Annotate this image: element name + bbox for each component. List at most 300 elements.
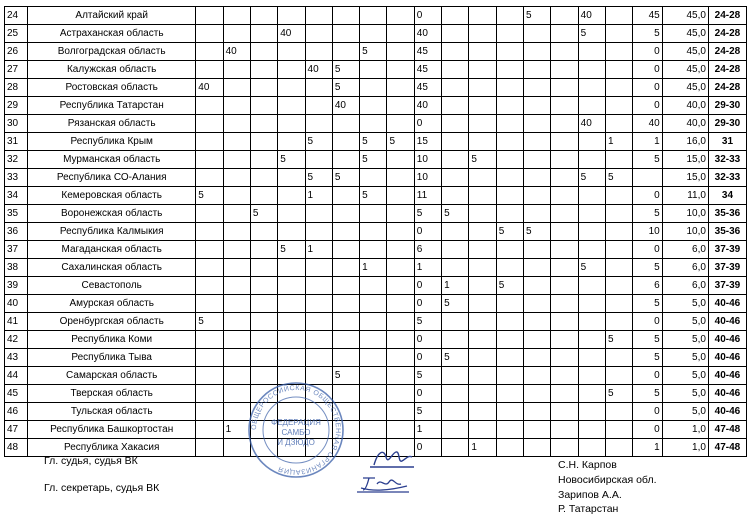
row-number: 26 [5,43,28,61]
points-cell [524,439,551,457]
place-cell: 24-28 [708,61,746,79]
points-cell [387,43,414,61]
points-cell [524,313,551,331]
subtotal-cell: 10 [414,169,441,187]
place-cell: 24-28 [708,43,746,61]
points-cell: 1 [360,259,387,277]
total-score-cell: 45,0 [662,25,708,43]
points-cell [196,151,223,169]
region-name: Республика СО-Алания [28,169,196,187]
region-name: Оренбургская область [28,313,196,331]
points-cell [578,133,605,151]
points-cell [278,79,305,97]
points-cell [496,349,523,367]
judge-signature [368,447,416,471]
points-cell [278,133,305,151]
points-cell [442,169,469,187]
points-cell [469,61,496,79]
table-row [5,313,747,331]
row-number: 45 [5,385,28,403]
bonus-cell: 5 [633,349,662,367]
points-cell [469,133,496,151]
region-name: Республика Тыва [28,349,196,367]
points-cell [496,259,523,277]
points-cell: 5 [332,61,359,79]
table-row [5,115,747,133]
points-cell: 5 [442,205,469,223]
points-cell [551,115,578,133]
points-cell [387,7,414,25]
subtotal-cell: 5 [414,403,441,421]
points-cell [250,349,277,367]
points-cell [442,421,469,439]
points-cell [524,421,551,439]
place-cell: 37-39 [708,277,746,295]
points-cell [605,223,632,241]
points-cell: 5 [578,169,605,187]
row-number: 34 [5,187,28,205]
points-cell [605,61,632,79]
bonus-cell: 5 [633,151,662,169]
points-cell [469,403,496,421]
points-cell [469,241,496,259]
points-cell [496,151,523,169]
points-cell: 5 [496,223,523,241]
bonus-cell: 10 [633,223,662,241]
points-cell [196,403,223,421]
place-cell: 37-39 [708,259,746,277]
points-cell [223,169,250,187]
points-cell [605,79,632,97]
points-cell [605,151,632,169]
points-cell [551,169,578,187]
points-cell [196,25,223,43]
points-cell [223,187,250,205]
table-row [5,187,747,205]
table-row [5,349,747,367]
subtotal-cell: 0 [414,331,441,349]
results-table [4,6,747,457]
points-cell [524,133,551,151]
points-cell [551,367,578,385]
table-row [5,223,747,241]
points-cell [578,439,605,457]
points-cell [605,403,632,421]
region-name: Тульская область [28,403,196,421]
place-cell: 47-48 [708,421,746,439]
points-cell [196,43,223,61]
bonus-cell: 0 [633,187,662,205]
points-cell [278,97,305,115]
table-row [5,331,747,349]
points-cell [360,97,387,115]
table-row [5,133,747,151]
table-row [5,421,747,439]
points-cell [442,115,469,133]
points-cell [605,97,632,115]
stamp-line-2: САМБО [281,428,311,437]
points-cell [578,313,605,331]
points-cell [332,259,359,277]
place-cell: 24-28 [708,79,746,97]
points-cell [469,313,496,331]
results-body [5,7,747,457]
row-number: 46 [5,403,28,421]
row-number: 29 [5,97,28,115]
region-name: Амурская область [28,295,196,313]
points-cell [605,205,632,223]
subtotal-cell: 11 [414,187,441,205]
bonus-cell: 5 [633,385,662,403]
points-cell [196,295,223,313]
stamp-line-3: И ДЗЮДО [277,438,315,447]
points-cell [223,97,250,115]
points-cell [360,205,387,223]
total-score-cell: 40,0 [662,97,708,115]
points-cell [387,259,414,277]
points-cell [223,313,250,331]
bonus-cell: 0 [633,61,662,79]
points-cell [305,25,332,43]
points-cell [551,349,578,367]
points-cell [360,79,387,97]
table-row [5,295,747,313]
points-cell [578,79,605,97]
total-score-cell: 6,0 [662,241,708,259]
region-name: Республика Хакасия [28,439,196,457]
points-cell [223,259,250,277]
table-row [5,151,747,169]
points-cell: 5 [578,259,605,277]
points-cell [578,223,605,241]
points-cell: 5 [496,277,523,295]
points-cell [387,169,414,187]
points-cell: 5 [442,349,469,367]
points-cell [250,169,277,187]
row-number: 28 [5,79,28,97]
points-cell [332,25,359,43]
points-cell [332,313,359,331]
points-cell [250,115,277,133]
total-score-cell: 40,0 [662,115,708,133]
points-cell [196,115,223,133]
row-number: 24 [5,7,28,25]
points-cell [278,223,305,241]
points-cell: 40 [305,61,332,79]
place-cell: 34 [708,187,746,205]
secretary-region: Р. Татарстан [558,503,619,515]
points-cell: 5 [605,385,632,403]
bonus-cell: 5 [633,295,662,313]
points-cell [469,79,496,97]
table-row [5,241,747,259]
points-cell: 40 [196,79,223,97]
place-cell: 32-33 [708,151,746,169]
points-cell [305,97,332,115]
place-cell: 40-46 [708,385,746,403]
points-cell [278,313,305,331]
points-cell [524,25,551,43]
points-cell [305,277,332,295]
points-cell [605,313,632,331]
points-cell [496,7,523,25]
points-cell [223,241,250,259]
points-cell [387,385,414,403]
points-cell: 5 [332,79,359,97]
points-cell [442,43,469,61]
points-cell [387,331,414,349]
points-cell [360,223,387,241]
points-cell [551,187,578,205]
place-cell: 35-36 [708,205,746,223]
points-cell [278,187,305,205]
points-cell: 5 [387,133,414,151]
place-cell: 40-46 [708,313,746,331]
total-score-cell: 45,0 [662,7,708,25]
points-cell [496,25,523,43]
bonus-cell: 1 [633,133,662,151]
points-cell [605,187,632,205]
points-cell: 5 [250,205,277,223]
points-cell [524,241,551,259]
region-name: Алтайский край [28,7,196,25]
bonus-cell: 0 [633,241,662,259]
points-cell: 5 [360,151,387,169]
points-cell [223,295,250,313]
region-name: Сахалинская область [28,259,196,277]
points-cell [196,421,223,439]
table-row [5,7,747,25]
points-cell [605,277,632,295]
bonus-cell: 0 [633,97,662,115]
judge-region: Новосибирская обл. [558,474,657,486]
points-cell [250,151,277,169]
total-score-cell: 45,0 [662,61,708,79]
points-cell [196,385,223,403]
points-cell [250,313,277,331]
points-cell [524,367,551,385]
region-name: Севастополь [28,277,196,295]
points-cell [578,277,605,295]
points-cell [387,403,414,421]
place-cell: 32-33 [708,169,746,187]
points-cell [332,151,359,169]
points-cell [605,349,632,367]
points-cell [442,259,469,277]
points-cell [578,331,605,349]
place-cell: 37-39 [708,241,746,259]
points-cell [305,223,332,241]
subtotal-cell: 0 [414,7,441,25]
points-cell [387,277,414,295]
region-name: Магаданская область [28,241,196,259]
total-score-cell: 6,0 [662,259,708,277]
bonus-cell: 5 [633,259,662,277]
points-cell [332,295,359,313]
bonus-cell [633,169,662,187]
points-cell [551,403,578,421]
row-number: 39 [5,277,28,295]
points-cell [305,43,332,61]
points-cell [223,205,250,223]
points-cell [360,349,387,367]
points-cell: 40 [578,115,605,133]
points-cell [578,61,605,79]
points-cell [305,349,332,367]
row-number: 47 [5,421,28,439]
points-cell [305,7,332,25]
points-cell [469,385,496,403]
total-score-cell: 5,0 [662,403,708,421]
points-cell [442,403,469,421]
points-cell [496,385,523,403]
points-cell [496,169,523,187]
points-cell [250,79,277,97]
points-cell [278,349,305,367]
points-cell [387,241,414,259]
secretary-signature [355,472,411,494]
points-cell [360,25,387,43]
points-cell [196,133,223,151]
points-cell [605,43,632,61]
points-cell [496,79,523,97]
table-row [5,367,747,385]
points-cell: 5 [196,313,223,331]
points-cell [469,223,496,241]
points-cell [223,79,250,97]
points-cell: 5 [305,169,332,187]
points-cell: 5 [360,133,387,151]
points-cell [387,367,414,385]
points-cell [223,151,250,169]
points-cell [496,115,523,133]
total-score-cell: 45,0 [662,43,708,61]
table-row [5,25,747,43]
organization-stamp [246,380,346,480]
points-cell [442,241,469,259]
subtotal-cell: 0 [414,223,441,241]
bonus-cell: 0 [633,79,662,97]
points-cell: 1 [469,439,496,457]
judge-name: С.Н. Карпов [558,459,617,471]
place-cell: 47-48 [708,439,746,457]
region-name: Ростовская область [28,79,196,97]
bonus-cell: 5 [633,331,662,349]
place-cell: 40-46 [708,403,746,421]
points-cell [360,115,387,133]
place-cell: 40-46 [708,367,746,385]
subtotal-cell: 45 [414,43,441,61]
table-row [5,79,747,97]
subtotal-cell: 0 [414,385,441,403]
points-cell [605,439,632,457]
points-cell [605,115,632,133]
subtotal-cell: 45 [414,61,441,79]
secretary-name: Зарипов А.А. [558,489,622,501]
stamp-line-1: ФЕДЕРАЦИЯ [271,418,321,427]
points-cell [578,385,605,403]
points-cell [360,331,387,349]
points-cell [551,151,578,169]
subtotal-cell: 45 [414,79,441,97]
points-cell: 1 [605,133,632,151]
points-cell [551,241,578,259]
bonus-cell: 45 [633,7,662,25]
points-cell [442,7,469,25]
points-cell [223,133,250,151]
points-cell [196,367,223,385]
points-cell [524,259,551,277]
points-cell [442,79,469,97]
table-row [5,205,747,223]
row-number: 33 [5,169,28,187]
points-cell [387,295,414,313]
total-score-cell: 5,0 [662,367,708,385]
points-cell [469,367,496,385]
points-cell [278,7,305,25]
points-cell [496,331,523,349]
points-cell [360,385,387,403]
row-number: 41 [5,313,28,331]
points-cell [278,277,305,295]
points-cell: 5 [332,169,359,187]
total-score-cell: 1,0 [662,439,708,457]
points-cell [442,313,469,331]
points-cell [196,259,223,277]
points-cell [469,115,496,133]
place-cell: 40-46 [708,295,746,313]
points-cell [387,421,414,439]
region-name: Республика Коми [28,331,196,349]
points-cell [196,97,223,115]
points-cell [360,367,387,385]
points-cell [250,223,277,241]
points-cell: 40 [332,97,359,115]
points-cell: 5 [442,295,469,313]
points-cell [496,421,523,439]
points-cell: 5 [524,7,551,25]
points-cell [442,223,469,241]
points-cell [360,313,387,331]
points-cell [551,43,578,61]
points-cell [551,313,578,331]
points-cell [250,187,277,205]
points-cell [496,241,523,259]
subtotal-cell: 15 [414,133,441,151]
points-cell [605,241,632,259]
points-cell [605,7,632,25]
subtotal-cell: 5 [414,313,441,331]
points-cell [250,259,277,277]
row-number: 31 [5,133,28,151]
points-cell [196,241,223,259]
points-cell [578,421,605,439]
total-score-cell: 10,0 [662,205,708,223]
bonus-cell: 0 [633,367,662,385]
points-cell [278,259,305,277]
row-number: 25 [5,25,28,43]
points-cell [469,277,496,295]
points-cell [551,259,578,277]
points-cell [387,187,414,205]
subtotal-cell: 0 [414,349,441,367]
points-cell: 5 [605,169,632,187]
points-cell [442,331,469,349]
points-cell [305,331,332,349]
points-cell [578,205,605,223]
points-cell [360,277,387,295]
points-cell [524,349,551,367]
